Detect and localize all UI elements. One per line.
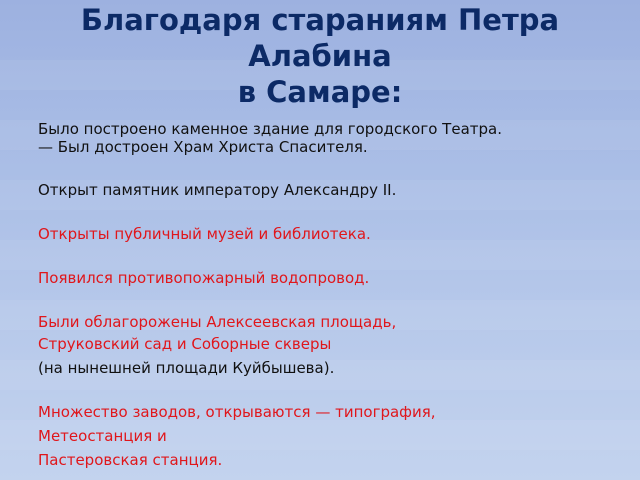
slide-title — [0, 2, 640, 110]
body-line: — Был достроен Храм Христа Спасителя. — [38, 138, 368, 156]
body-line: Множество заводов, открываются — типография, — [38, 403, 436, 421]
background-band — [0, 240, 640, 270]
body-line: Были облагорожены Алексеевская площадь, — [38, 313, 397, 331]
body-line: Метеостанция и — [38, 427, 167, 445]
slide-title-line: в Самаре: — [237, 75, 403, 109]
body-line: Струковский сад и Соборные скверы — [38, 335, 332, 353]
body-line: (на нынешней площади Куйбышева). — [38, 359, 335, 377]
body-line: Появился противопожарный водопровод. — [38, 269, 370, 287]
slide-title-line: Благодаря стараниям Петра — [80, 3, 560, 37]
body-line: Пастеровская станция. — [38, 451, 223, 469]
body-line: Открыты публичный музей и библиотека. — [38, 225, 371, 243]
body-line: Открыт памятник императору Александру II. — [38, 181, 397, 199]
slide-title-line: Алабина — [248, 39, 392, 73]
body-line: Было построено каменное здание для городского Театра. — [38, 120, 502, 138]
